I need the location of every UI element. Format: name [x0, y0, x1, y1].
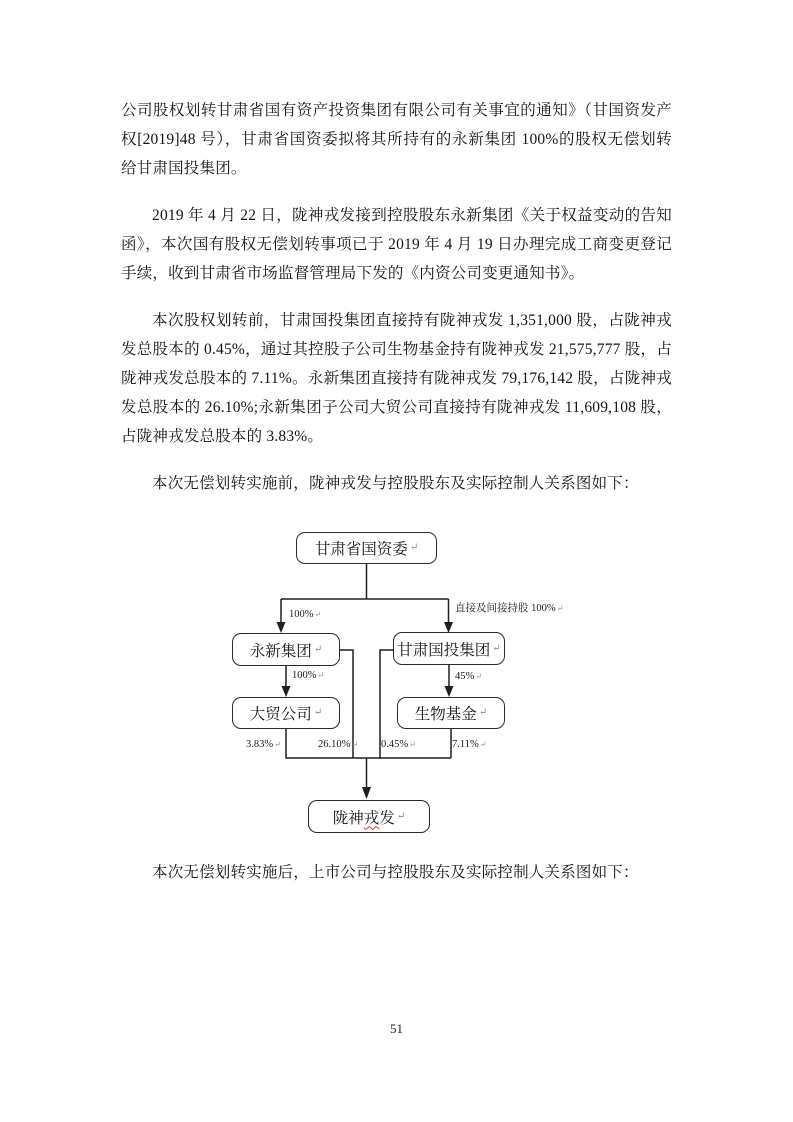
- edge-label-yongxin-stake: [318, 739, 358, 752]
- edge-label-gansu-stake: [381, 739, 416, 752]
- paragraph-mark: ↵: [409, 542, 419, 553]
- paragraph-shareholding-before: 本次股权划转前，甘肃国投集团直接持有陇神戎发 1,351,000 股，占陇神戎发总股本的 0.45%，通过其控股子公司生物基金持有陇神戎发 21,575,777 股，占陇神戎发总股本的 7.11%。永新集团直接持有陇神戎发 79,176,142 股，占陇神戎发总股本的 26.10%;永新集团子公司大贸公司直接持有陇神戎发 11,609,108 股，占陇神戎发总股本的 3.83%。: [121, 312, 672, 445]
- node-bio-fund: [397, 697, 505, 729]
- node-longshen-rongfa: [308, 800, 430, 833]
- node-gansu-sasac: [296, 532, 437, 564]
- node-label: 大贸公司: [249, 706, 312, 723]
- paragraph-mark: ↵: [409, 740, 416, 749]
- arrowhead-to-bio: [445, 686, 454, 697]
- edge-label-text: 100%: [289, 609, 314, 620]
- edge-label-text: 0.45%: [381, 739, 409, 750]
- paragraph-mark: ↵: [479, 740, 487, 749]
- page-number: 51: [390, 1021, 403, 1036]
- edge-label-yongxin-to-damao: [292, 670, 324, 683]
- edge-label-text: 26.10%: [318, 739, 351, 750]
- paragraph-equity-change-notice: 2019 年 4 月 22 日，陇神戎发接到控股股东永新集团《关于权益变动的告知函》，本次国有股权无偿划转事项已于 2019 年 4 月 19 日办理完成工商变更登记手续，收到甘肃省市场监督管理局下发的《内资公司变更通知书》。: [121, 207, 672, 282]
- edge-label-sasac-to-gansu: [455, 603, 563, 616]
- node-label: 生物基金: [414, 706, 477, 723]
- paragraph-mark: ↵: [313, 643, 323, 655]
- edge-label-bio-stake: [452, 739, 486, 752]
- node-yongxin-group: [232, 633, 340, 666]
- paragraph-mark: ↵: [556, 604, 564, 613]
- paragraph-mark: ↵: [313, 707, 323, 718]
- edge-label-gansu-to-bio: [455, 671, 482, 684]
- node-label: 陇神: [332, 809, 364, 827]
- paragraph-mark: ↵: [492, 642, 501, 654]
- document-body: [121, 96, 672, 516]
- node-damao-company: [232, 697, 340, 729]
- node-label-spellcheck: 戎: [363, 809, 380, 827]
- edge-label-damao-stake: [246, 739, 281, 752]
- paragraph-diagram-before-intro: 本次无偿划转实施前，陇神戎发与控股股东及实际控制人关系图如下：: [152, 475, 639, 492]
- node-gansu-investment-group: [393, 632, 505, 665]
- arrowhead-to-damao: [282, 686, 291, 697]
- paragraph-mark: ↵: [351, 740, 359, 749]
- paragraph-mark: ↵: [274, 740, 281, 749]
- arrowhead-to-longshen: [362, 787, 371, 799]
- paragraph-mark: ↵: [475, 672, 482, 681]
- edge-label-text: 直接及间接持股 100%: [455, 603, 556, 614]
- node-label: 发: [379, 809, 395, 827]
- paragraph-mark: ↵: [478, 707, 488, 718]
- edge-label-sasac-to-yongxin: [289, 609, 321, 622]
- node-label: 永新集团: [249, 642, 312, 660]
- edge-label-text: 45%: [455, 671, 475, 682]
- paragraph-diagram-after-intro: 本次无偿划转实施后，上市公司与控股股东及实际控制人关系图如下：: [152, 864, 639, 881]
- paragraph-mark: ↵: [396, 810, 406, 822]
- node-label: 甘肃省国资委: [314, 541, 408, 558]
- paragraph-mark: ↵: [314, 610, 322, 619]
- edge-label-text: 7.11%: [452, 739, 479, 750]
- paragraph-notice-continuation: 公司股权划转甘肃省国有资产投资集团有限公司有关事宜的通知》（甘国资发产权[2019]48 号），甘肃省国资委拟将其所持有的永新集团 100%的股权无偿划转给甘肃国投集团。: [121, 102, 672, 177]
- arrowhead-to-yongxin: [277, 622, 286, 633]
- node-label: 甘肃国投集团: [397, 641, 491, 659]
- paragraph-mark: ↵: [317, 671, 325, 680]
- edge-label-text: 100%: [292, 670, 317, 681]
- edge-label-text: 3.83%: [246, 739, 274, 750]
